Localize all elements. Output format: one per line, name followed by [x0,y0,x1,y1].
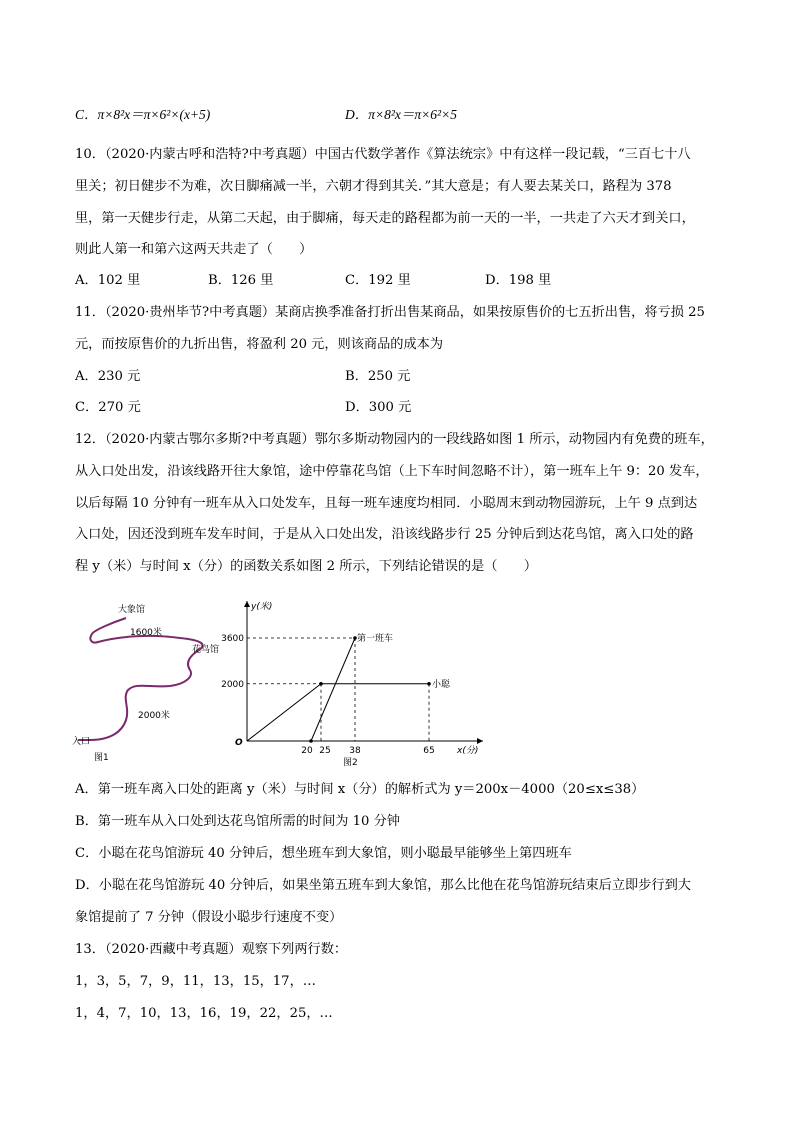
q12-line-5: 程 y（米）与时间 x（分）的函数关系如图 2 所示，下列结论错误的是（ ） [75,559,538,574]
y-tick-label-2000: 2000 [221,679,244,690]
y-tick-label-3600: 3600 [221,634,244,644]
fig1-label-1600: 1600米 [130,628,162,638]
fig1-route-map [70,600,230,770]
q11-line-2: 元，而按原售价的九折出售，将盈利 20 元，则该商品的成本为 [75,337,444,352]
fig1-caption: 图1 [94,753,109,763]
q12-option-d-line-2: 象馆提前了 7 分钟（假设小聪步行速度不变） [75,910,343,925]
fig2-x-axis-label: x(分) [457,746,479,756]
q12-line-3: 以后每隔 10 分钟有一班车从入口处发车，且每一班车速度均相同．小聪周末到动物园游玩，上午 9 点到达 [75,496,698,511]
series-label-bus: 第一班车 [357,634,394,644]
q11-option-d: D．300 元 [345,400,412,415]
q10-option-b: B．126 里 [208,273,274,288]
q10-option-c: C．192 里 [345,273,411,288]
q10-line-3: 里，第一天健步行走，从第二天起，由于脚痛，每天走的路程都为前一天的一半，一共走了六天才到关口， [75,211,695,226]
x-tick-label-25: 25 [319,746,331,756]
q13-line-3: 1，4，7，10，13，16，19，22，25，… [75,1006,333,1021]
fig1-label-2000: 2000米 [138,711,170,721]
q12-option-d-line-1: D．小聪在花鸟馆游玩 40 分钟后，如果坐第五班车到大象馆，那么比他在花鸟馆游玩结束后立即步行到大 [75,878,691,893]
q12-option-c: C．小聪在花鸟馆游玩 40 分钟后，想坐班车到大象馆，则小聪最早能够坐上第四班车 [75,846,572,861]
fig1-label-elephant: 大象馆 [118,605,146,615]
data-point-3 [427,682,431,686]
q12-line-2: 从入口处出发，沿该线路开往大象馆，途中停靠花鸟馆（上下车时间忽略不计），第一班车上午 9：20 发车， [75,464,709,479]
q13-line-2: 1，3，5，7，9，11，13，15，17，… [75,974,316,989]
q12-option-b: B．第一班车从入口处到达花鸟馆所需的时间为 10 分钟 [75,814,400,829]
q13-line-1: 13．（2020·西藏中考真题）观察下列两行数： [75,942,348,957]
q11-option-c: C．270 元 [75,400,141,415]
fig2-caption: 图2 [343,758,358,768]
fig1-label-bird: 花鸟馆 [192,645,220,655]
x-tick-label-38: 38 [349,746,361,756]
fig2-y-axis-label: y(米) [251,602,273,612]
series-line-bus [311,638,355,741]
series-label-person: 小聪 [432,679,451,690]
q11-option-b: B．250 元 [345,369,411,384]
series-line-person [247,684,429,741]
q10-line-1: 10．（2020·内蒙古呼和浩特?中考真题）中国古代数学著作《算法统宗》中有这样一段记载，“三百七十八 [75,147,691,162]
q12-line-1: 12．（2020·内蒙古鄂尔多斯?中考真题）鄂尔多斯动物园内的一段线路如图 1 所示，动物园内有免费的班车， [75,432,714,447]
q11-option-a: A．230 元 [75,369,141,384]
x-tick-label-65: 65 [423,746,435,756]
q12-line-4: 入口处，因还没到班车发车时间，于是从入口处出发，沿该线路步行 25 分钟后到达花鸟馆，离入口处的路 [75,527,694,542]
q9-option-c: C．π×8²x＝π×6²×(x+5) [75,107,211,122]
q10-option-a: A．102 里 [75,273,141,288]
data-point-2 [319,682,323,686]
fig2-origin: O [235,738,243,748]
q10-option-d: D．198 里 [485,273,552,288]
q10-line-4: 则此人第一和第六这两天共走了（ ） [75,242,313,257]
fig2-graph [221,595,495,770]
fig2-plot-area [221,632,451,756]
x-tick-label-20: 20 [301,746,313,756]
q10-line-2: 里关；初日健步不为难，次日脚痛减一半，六朝才得到其关．”其大意是；有人要去某关口，路程为 378 [75,179,672,194]
q11-line-1: 11．（2020·贵州毕节?中考真题）某商店换季准备打折出售某商品，如果按原售价的七五折出售，将亏损 25 [75,305,705,320]
data-point-0 [309,739,313,743]
q12-option-a: A．第一班车离入口处的距离 y（米）与时间 x（分）的解析式为 y＝200x－4000（20≤x≤38） [75,782,645,797]
fig1-label-entrance: 入口 [72,737,91,747]
q9-option-d: D．π×8²x＝π×6²×5 [345,107,457,122]
